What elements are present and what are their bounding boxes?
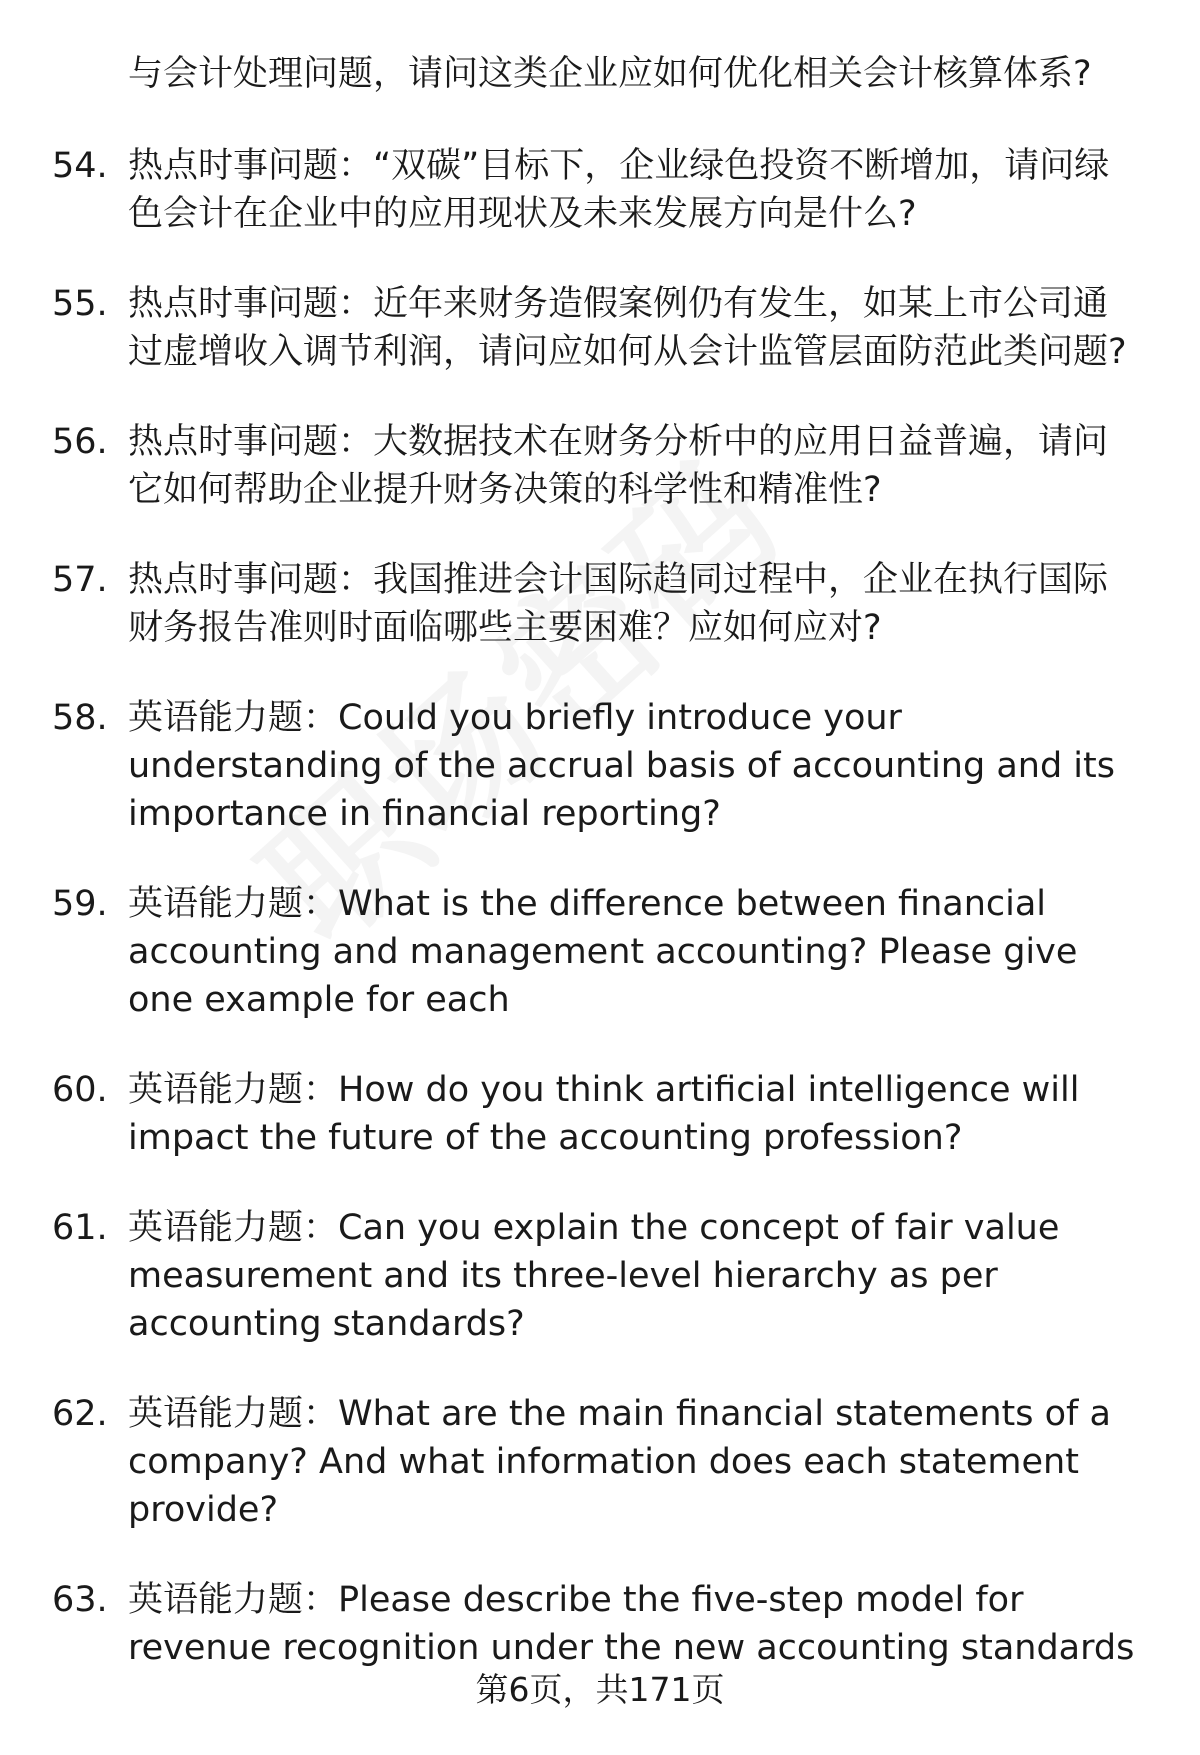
question-text: 英语能力题：Can you explain the concept of fair value measurement and its three-level hierarchy as per accounting standards? bbox=[128, 1208, 1060, 1344]
question-text: 热点时事问题：我国推进会计国际趋同过程中，企业在执行国际财务报告准则时面临哪些主要困难？应如何应对? bbox=[128, 560, 1109, 648]
question-text: 英语能力题：What is the difference between financial accounting and management accounting? Please give one example for each bbox=[128, 884, 1078, 1020]
question-number: 60. bbox=[52, 1070, 108, 1110]
question-item-63 bbox=[0, 1576, 1200, 1672]
question-item-62 bbox=[0, 1390, 1200, 1534]
question-text: 热点时事问题：近年来财务造假案例仍有发生，如某上市公司通过虚增收入调节利润，请问应如何从会计监管层面防范此类问题? bbox=[128, 284, 1127, 372]
question-item-61 bbox=[0, 1204, 1200, 1348]
question-text: 英语能力题：What are the main financial statements of a company? And what information does each statement provide? bbox=[128, 1394, 1111, 1530]
question-number: 56. bbox=[52, 422, 108, 462]
question-item-60 bbox=[0, 1066, 1200, 1162]
question-item-59 bbox=[0, 880, 1200, 1024]
question-item-57 bbox=[0, 556, 1200, 652]
continued-question-text: 与会计处理问题，请问这类企业应如何优化相关会计核算体系? bbox=[128, 54, 1092, 94]
question-number: 55. bbox=[52, 284, 108, 324]
question-item-54 bbox=[0, 142, 1200, 238]
question-number: 59. bbox=[52, 884, 108, 924]
question-text: 英语能力题：Please describe the five-step model for revenue recognition under the new accounting standards bbox=[128, 1580, 1135, 1668]
question-number: 62. bbox=[52, 1394, 108, 1434]
question-number: 58. bbox=[52, 698, 108, 738]
question-item-56 bbox=[0, 418, 1200, 514]
page-footer: 第6页，共171页 bbox=[475, 1670, 725, 1709]
question-text: 英语能力题：Could you briefly introduce your understanding of the accrual basis of accounting and its importance in financial reporting? bbox=[128, 698, 1115, 834]
question-number: 54. bbox=[52, 146, 108, 186]
question-item-55 bbox=[0, 280, 1200, 376]
question-item-58 bbox=[0, 694, 1200, 838]
question-number: 61. bbox=[52, 1208, 108, 1248]
question-text: 热点时事问题：大数据技术在财务分析中的应用日益普遍，请问它如何帮助企业提升财务决策的科学性和精准性? bbox=[128, 422, 1109, 510]
question-list bbox=[0, 50, 1200, 1714]
question-text: 热点时事问题：“双碳”目标下，企业绿色投资不断增加，请问绿色会计在企业中的应用现状及未来发展方向是什么? bbox=[128, 146, 1110, 234]
question-text: 英语能力题：How do you think artificial intelligence will impact the future of the accounting profession? bbox=[128, 1070, 1080, 1158]
question-number: 63. bbox=[52, 1580, 108, 1620]
question-number: 57. bbox=[52, 560, 108, 600]
